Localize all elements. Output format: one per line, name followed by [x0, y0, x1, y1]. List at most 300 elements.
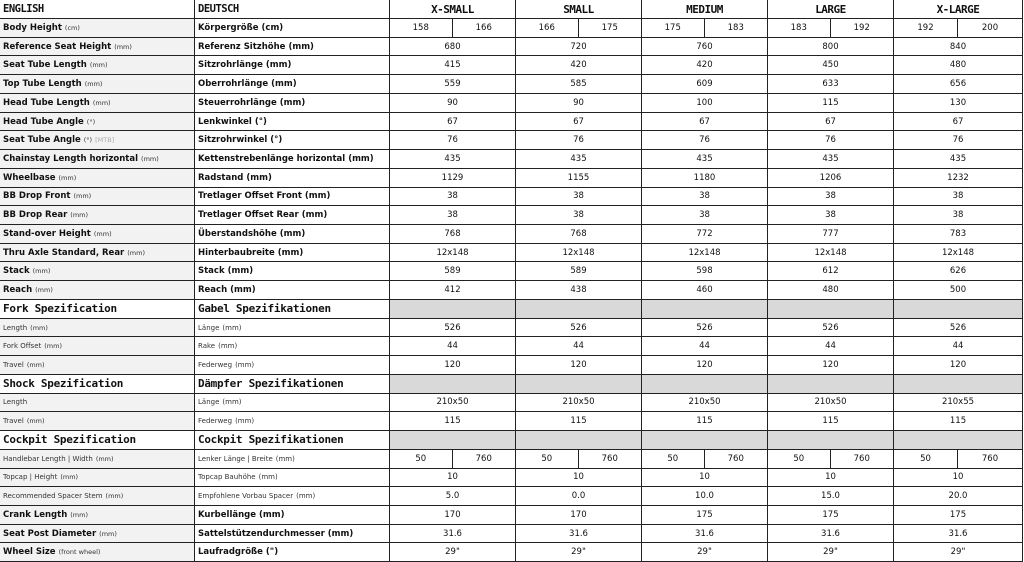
english-label-cell[interactable] [0, 412, 195, 431]
value-cell-small[interactable] [516, 506, 642, 525]
value-cell-small[interactable] [516, 394, 642, 413]
deutsch-label-cell[interactable] [195, 38, 390, 57]
value-cell-medium[interactable] [642, 375, 768, 394]
deutsch-unit: (mm) [279, 97, 306, 108]
value-text: 76 [952, 135, 964, 146]
english-label-cell[interactable] [0, 300, 195, 319]
value-cell-small[interactable] [516, 487, 642, 506]
value-text: 589 [444, 266, 461, 277]
value-cell-large[interactable] [768, 244, 894, 263]
value-text: 44 [825, 341, 836, 352]
english-label-cell[interactable] [0, 394, 195, 413]
value-text: 183 [790, 22, 807, 33]
value-text: 633 [822, 79, 839, 90]
english-label-cell[interactable] [0, 506, 195, 525]
deutsch-label-cell[interactable] [195, 337, 390, 356]
deutsch-label: Körpergröße [198, 22, 259, 33]
value-cell-large[interactable] [768, 38, 894, 57]
value-cell-x-large[interactable] [894, 150, 1023, 169]
english-label: Travel [3, 360, 24, 369]
value-cell-medium[interactable] [642, 113, 768, 132]
value-cell-medium[interactable] [642, 450, 768, 469]
deutsch-label-cell[interactable] [195, 19, 390, 38]
value-cell-x-large[interactable] [894, 525, 1023, 544]
value-text: 10 [952, 472, 964, 483]
value-cell-large[interactable] [768, 506, 894, 525]
value-cell-medium[interactable] [642, 319, 768, 338]
value-cell-large[interactable] [768, 262, 894, 281]
value-cell-x-small[interactable] [390, 75, 516, 94]
value-cell-small[interactable] [516, 431, 642, 450]
value-cell-x-large[interactable] [894, 506, 1023, 525]
deutsch-label-cell[interactable] [195, 225, 390, 244]
value-cell-x-small[interactable] [390, 113, 516, 132]
value-text: 210x50 [562, 397, 595, 408]
english-label-cell[interactable] [0, 450, 195, 469]
value-text: 760 [696, 41, 713, 52]
deutsch-label-cell[interactable] [195, 487, 390, 506]
value-text: 210x50 [436, 397, 469, 408]
value-text: 90 [573, 97, 584, 108]
deutsch-label-cell[interactable] [195, 150, 390, 169]
deutsch-label: Tretlager Offset Front [198, 191, 302, 202]
deutsch-label-cell[interactable] [195, 113, 390, 132]
value-cell-x-large[interactable] [894, 319, 1023, 338]
value-cell-large[interactable] [768, 225, 894, 244]
english-label-cell[interactable] [0, 206, 195, 225]
english-label-cell[interactable] [0, 244, 195, 263]
value-cell-x-small[interactable] [390, 525, 516, 544]
value-cell-x-large[interactable] [894, 262, 1023, 281]
value-text: 10 [447, 472, 458, 483]
value-text: 38 [573, 191, 584, 202]
english-label-cell[interactable] [0, 94, 195, 113]
value-cell-small[interactable] [516, 206, 642, 225]
value-cell-x-large[interactable] [894, 188, 1023, 207]
value-text: 38 [699, 210, 710, 221]
value-cell-x-large[interactable] [894, 225, 1023, 244]
deutsch-label-cell[interactable] [195, 244, 390, 263]
header-size-x-small[interactable] [390, 0, 516, 19]
value-cell-large[interactable] [768, 394, 894, 413]
deutsch-label-cell[interactable] [195, 131, 390, 150]
value-cell-medium[interactable] [642, 56, 768, 75]
value-text: 777 [822, 228, 839, 239]
value-cell-large[interactable] [768, 19, 894, 38]
deutsch-label-cell[interactable] [195, 188, 390, 207]
value-cell-large[interactable] [768, 337, 894, 356]
value-cell-x-large[interactable] [894, 543, 1023, 562]
value-cell-medium[interactable] [642, 469, 768, 488]
value-cell-large[interactable] [768, 113, 894, 132]
value-cell-large[interactable] [768, 281, 894, 300]
value-text: 5.0 [445, 491, 460, 502]
value-text: 609 [696, 79, 713, 90]
english-label-cell[interactable] [0, 281, 195, 300]
value-cell-small[interactable] [516, 150, 642, 169]
english-label-cell[interactable] [0, 169, 195, 188]
value-cell-medium[interactable] [642, 431, 768, 450]
header-deutsch[interactable] [195, 0, 390, 19]
value-text: 38 [447, 210, 458, 221]
value-cell-medium[interactable] [642, 38, 768, 57]
value-cell-x-small[interactable] [390, 281, 516, 300]
value-cell-x-large[interactable] [894, 469, 1023, 488]
value-max [831, 450, 894, 468]
value-cell-x-small[interactable] [390, 169, 516, 188]
deutsch-unit: (mm) [246, 172, 272, 183]
deutsch-label-cell[interactable] [195, 75, 390, 94]
value-cell-small[interactable] [516, 412, 642, 431]
english-unit: (mm) [32, 267, 51, 276]
value-cell-x-large[interactable] [894, 281, 1023, 300]
value-min [390, 450, 453, 468]
header-size-medium[interactable] [642, 0, 768, 19]
table-row [0, 281, 1024, 300]
value-cell-x-large[interactable] [894, 337, 1023, 356]
deutsch-label-cell[interactable] [195, 56, 390, 75]
value-cell-x-small[interactable] [390, 450, 516, 469]
value-cell-medium[interactable] [642, 394, 768, 413]
value-cell-large[interactable] [768, 188, 894, 207]
value-text: 1206 [819, 172, 842, 183]
value-cell-x-large[interactable] [894, 244, 1023, 263]
value-cell-large[interactable] [768, 75, 894, 94]
english-label-cell[interactable] [0, 431, 195, 450]
value-cell-x-small[interactable] [390, 131, 516, 150]
value-cell-medium[interactable] [642, 169, 768, 188]
value-cell-medium[interactable] [642, 19, 768, 38]
english-label: Wheelbase [3, 172, 56, 183]
value-cell-medium[interactable] [642, 244, 768, 263]
value-cell-x-large[interactable] [894, 56, 1023, 75]
value-cell-x-small[interactable] [390, 356, 516, 375]
value-cell-large[interactable] [768, 412, 894, 431]
value-cell-large[interactable] [768, 56, 894, 75]
deutsch-label-cell[interactable] [195, 300, 390, 319]
value-cell-small[interactable] [516, 56, 642, 75]
value-cell-large[interactable] [768, 543, 894, 562]
english-label-cell[interactable] [0, 356, 195, 375]
header-row [0, 0, 1024, 19]
value-cell-small[interactable] [516, 337, 642, 356]
table-row [0, 469, 1024, 488]
english-unit: (mm) [60, 473, 79, 482]
value-cell-x-large[interactable] [894, 394, 1023, 413]
value-cell-small[interactable] [516, 375, 642, 394]
value-cell-large[interactable] [768, 487, 894, 506]
value-cell-small[interactable] [516, 469, 642, 488]
value-cell-small[interactable] [516, 319, 642, 338]
value-cell-small[interactable] [516, 262, 642, 281]
value-text: 1129 [441, 172, 464, 183]
value-text: 29" [697, 547, 712, 558]
value-cell-medium[interactable] [642, 225, 768, 244]
deutsch-unit: (mm) [275, 454, 295, 463]
value-cell-medium[interactable] [642, 300, 768, 319]
value-cell-small[interactable] [516, 38, 642, 57]
header-english[interactable] [0, 0, 195, 19]
value-text: 50 [793, 453, 805, 464]
value-cell-large[interactable] [768, 525, 894, 544]
value-text: 175 [601, 22, 618, 33]
value-cell-small[interactable] [516, 169, 642, 188]
value-cell-x-small[interactable] [390, 56, 516, 75]
deutsch-label-cell[interactable] [195, 319, 390, 338]
value-cell-medium[interactable] [642, 131, 768, 150]
value-cell-x-large[interactable] [894, 19, 1023, 38]
deutsch-unit: (mm) [327, 528, 354, 539]
value-cell-small[interactable] [516, 300, 642, 319]
english-label-cell[interactable] [0, 56, 195, 75]
value-cell-medium[interactable] [642, 543, 768, 562]
value-text: 115 [822, 97, 839, 108]
value-text: 435 [696, 153, 713, 164]
value-cell-medium[interactable] [642, 412, 768, 431]
header-english-label: ENGLISH [3, 3, 44, 15]
deutsch-label-cell[interactable] [195, 94, 390, 113]
english-label-cell[interactable] [0, 225, 195, 244]
header-size-large[interactable] [768, 0, 894, 19]
value-cell-small[interactable] [516, 225, 642, 244]
value-cell-small[interactable] [516, 75, 642, 94]
value-text: 10.0 [695, 491, 714, 502]
deutsch-label: Referenz Sitzhöhe [198, 41, 286, 52]
value-text: 435 [949, 153, 967, 164]
value-max [453, 450, 516, 468]
value-cell-x-small[interactable] [390, 469, 516, 488]
value-cell-x-small[interactable] [390, 94, 516, 113]
value-cell-x-small[interactable] [390, 206, 516, 225]
english-label: BB Drop Rear [3, 210, 68, 221]
deutsch-label-cell[interactable] [195, 543, 390, 562]
value-cell-medium[interactable] [642, 356, 768, 375]
value-cell-x-large[interactable] [894, 75, 1023, 94]
header-size-x-large[interactable] [894, 0, 1023, 19]
value-cell-medium[interactable] [642, 525, 768, 544]
english-label-cell[interactable] [0, 19, 195, 38]
english-label-cell[interactable] [0, 487, 195, 506]
value-cell-x-small[interactable] [390, 150, 516, 169]
deutsch-label: Lenker Länge | Breite [198, 454, 273, 463]
value-cell-x-small[interactable] [390, 19, 516, 38]
value-cell-x-large[interactable] [894, 300, 1023, 319]
value-cell-large[interactable] [768, 375, 894, 394]
value-cell-large[interactable] [768, 169, 894, 188]
english-label-cell[interactable] [0, 262, 195, 281]
english-label-cell[interactable] [0, 38, 195, 57]
value-cell-small[interactable] [516, 113, 642, 132]
value-cell-medium[interactable] [642, 94, 768, 113]
value-cell-x-small[interactable] [390, 506, 516, 525]
value-cell-x-large[interactable] [894, 169, 1023, 188]
value-cell-large[interactable] [768, 94, 894, 113]
english-label-cell[interactable] [0, 188, 195, 207]
english-label-cell[interactable] [0, 319, 195, 338]
value-cell-x-large[interactable] [894, 356, 1023, 375]
value-text: 170 [444, 509, 461, 520]
value-text: 10 [699, 472, 710, 483]
value-cell-large[interactable] [768, 300, 894, 319]
value-cell-x-large[interactable] [894, 431, 1023, 450]
value-text: 760 [475, 453, 492, 464]
deutsch-unit: (mm) [259, 509, 285, 520]
english-label-cell[interactable] [0, 113, 195, 132]
table-row [0, 94, 1024, 113]
value-cell-large[interactable] [768, 319, 894, 338]
table-row [0, 450, 1024, 469]
value-text: 29" [571, 547, 586, 558]
value-cell-x-large[interactable] [894, 450, 1023, 469]
deutsch-label-cell[interactable] [195, 525, 390, 544]
value-text: 120 [444, 359, 461, 370]
english-label: Reference Seat Height [3, 41, 112, 52]
deutsch-label-cell[interactable] [195, 412, 390, 431]
value-cell-x-large[interactable] [894, 113, 1023, 132]
value-cell-medium[interactable] [642, 281, 768, 300]
value-text: 44 [699, 341, 710, 352]
value-min [894, 19, 958, 37]
value-cell-small[interactable] [516, 94, 642, 113]
english-label-cell[interactable] [0, 525, 195, 544]
value-cell-large[interactable] [768, 469, 894, 488]
deutsch-label-cell[interactable] [195, 469, 390, 488]
value-cell-x-small[interactable] [390, 319, 516, 338]
english-label-cell[interactable] [0, 543, 195, 562]
value-cell-x-large[interactable] [894, 94, 1023, 113]
value-cell-small[interactable] [516, 188, 642, 207]
english-unit: (mm) [95, 454, 114, 463]
value-cell-x-small[interactable] [390, 431, 516, 450]
value-cell-large[interactable] [768, 150, 894, 169]
value-text: 166 [538, 22, 555, 33]
value-cell-large[interactable] [768, 131, 894, 150]
table-row [0, 206, 1024, 225]
value-cell-large[interactable] [768, 206, 894, 225]
header-size-label: LARGE [815, 2, 846, 16]
deutsch-label-cell[interactable] [195, 262, 390, 281]
value-cell-large[interactable] [768, 431, 894, 450]
value-cell-x-small[interactable] [390, 300, 516, 319]
english-label-cell[interactable] [0, 75, 195, 94]
value-cell-x-small[interactable] [390, 244, 516, 263]
value-text: 31.6 [948, 528, 968, 539]
value-cell-small[interactable] [516, 543, 642, 562]
value-cell-x-small[interactable] [390, 375, 516, 394]
value-cell-small[interactable] [516, 19, 642, 38]
value-text: 500 [949, 285, 967, 296]
deutsch-unit: (mm) [296, 492, 316, 501]
value-text: 460 [696, 285, 713, 296]
value-cell-x-small[interactable] [390, 188, 516, 207]
value-cell-medium[interactable] [642, 506, 768, 525]
deutsch-label: Federweg [198, 360, 233, 369]
deutsch-unit: (mm) [304, 191, 331, 202]
value-cell-x-small[interactable] [390, 412, 516, 431]
value-cell-medium[interactable] [642, 188, 768, 207]
value-cell-medium[interactable] [642, 206, 768, 225]
value-cell-large[interactable] [768, 450, 894, 469]
value-cell-x-small[interactable] [390, 225, 516, 244]
english-label-cell[interactable] [0, 150, 195, 169]
english-label-cell[interactable] [0, 375, 195, 394]
deutsch-unit: (mm) [218, 342, 238, 351]
value-cell-x-small[interactable] [390, 38, 516, 57]
value-cell-medium[interactable] [642, 262, 768, 281]
value-cell-x-small[interactable] [390, 262, 516, 281]
header-size-label: SMALL [563, 2, 594, 16]
value-cell-small[interactable] [516, 244, 642, 263]
value-cell-small[interactable] [516, 281, 642, 300]
deutsch-label-cell[interactable] [195, 450, 390, 469]
value-cell-medium[interactable] [642, 75, 768, 94]
english-label-cell[interactable] [0, 131, 195, 150]
value-text: 67 [447, 116, 458, 127]
value-min [390, 19, 453, 37]
deutsch-label-cell[interactable] [195, 206, 390, 225]
deutsch-label-cell[interactable] [195, 375, 390, 394]
english-unit: (°) [83, 136, 93, 145]
deutsch-label: Steuerrohrlänge [198, 97, 277, 108]
value-cell-x-small[interactable] [390, 394, 516, 413]
deutsch-label-cell[interactable] [195, 431, 390, 450]
value-cell-x-small[interactable] [390, 487, 516, 506]
value-text: 29" [445, 547, 460, 558]
deutsch-label-cell[interactable] [195, 356, 390, 375]
value-cell-medium[interactable] [642, 487, 768, 506]
value-cell-x-large[interactable] [894, 131, 1023, 150]
deutsch-label-cell[interactable] [195, 394, 390, 413]
value-cell-x-large[interactable] [894, 375, 1023, 394]
value-cell-small[interactable] [516, 356, 642, 375]
header-size-small[interactable] [516, 0, 642, 19]
english-label: BB Drop Front [3, 191, 71, 202]
english-unit: (front wheel) [58, 548, 101, 557]
value-text: 175 [949, 509, 967, 520]
deutsch-label-cell[interactable] [195, 281, 390, 300]
value-cell-small[interactable] [516, 450, 642, 469]
value-cell-x-large[interactable] [894, 487, 1023, 506]
value-text: 12x148 [688, 247, 721, 258]
deutsch-label-cell[interactable] [195, 506, 390, 525]
english-label: Body Height [3, 22, 62, 33]
value-cell-x-large[interactable] [894, 38, 1023, 57]
value-text: 76 [573, 135, 584, 146]
value-cell-large[interactable] [768, 356, 894, 375]
deutsch-label: Hinterbaubreite [198, 247, 275, 258]
deutsch-label: Sitzrohrwinkel [198, 135, 268, 146]
value-cell-medium[interactable] [642, 150, 768, 169]
english-label-cell[interactable] [0, 469, 195, 488]
value-text: 559 [444, 79, 461, 90]
value-cell-x-large[interactable] [894, 412, 1023, 431]
value-text: 680 [444, 41, 461, 52]
value-cell-x-small[interactable] [390, 543, 516, 562]
value-cell-x-small[interactable] [390, 337, 516, 356]
value-cell-x-large[interactable] [894, 206, 1023, 225]
english-label: Top Tube Length [3, 79, 82, 90]
value-text: 450 [822, 60, 839, 71]
value-cell-small[interactable] [516, 131, 642, 150]
english-label: Cockpit Spezification [3, 433, 136, 447]
english-label-cell[interactable] [0, 337, 195, 356]
value-text: 50 [920, 453, 931, 464]
deutsch-unit: (°) [254, 116, 267, 127]
english-label: Length [3, 398, 28, 407]
value-cell-small[interactable] [516, 525, 642, 544]
deutsch-label-cell[interactable] [195, 169, 390, 188]
value-cell-medium[interactable] [642, 337, 768, 356]
